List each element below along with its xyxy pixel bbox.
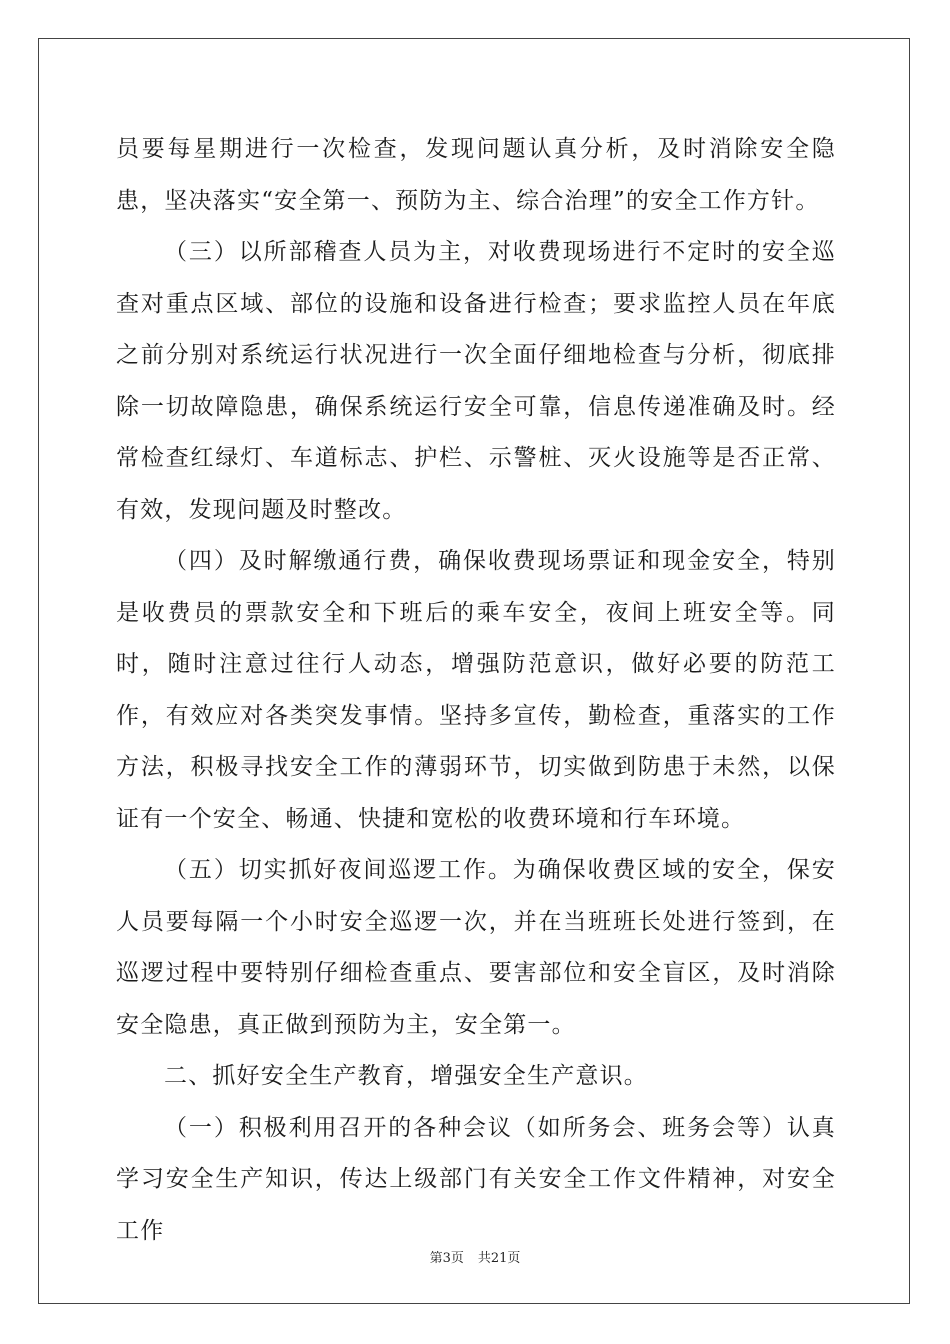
paragraph-item-5: （五）切实抓好夜间巡逻工作。为确保收费区域的安全，保安人员要每隔一个小时安全巡逻一次，并在当班班长处进行签到，在巡逻过程中要特别仔细检查重点、要害部位和安全盲区，及时消除安全隐患，真正做到预防为主，安全第一。 [116, 857, 836, 1038]
paragraph-item-1: （一）积极利用召开的各种会议（如所务会、班务会等）认真学习安全生产知识，传达上级部门有关安全工作文件精神，对安全工作 [116, 1114, 836, 1244]
paragraph-item-4: （四）及时解缴通行费，确保收费现场票证和现金安全，特别是收费员的票款安全和下班后的乘车安全，夜间上班安全等。同时，随时注意过往行人动态，增强防范意识，做好必要的防范工作，有效应对各类突发事情。坚持多宣传，勤检查，重落实的工作方法，积极寻找安全工作的薄弱环节，切实做到防患于未然，以保证有一个安全、畅通、快捷和宽松的收费环境和行车环境。 [116, 548, 836, 832]
document-body [116, 124, 836, 1257]
paragraph-item-3: （三）以所部稽查人员为主，对收费现场进行不定时的安全巡查对重点区域、部位的设施和设备进行检查；要求监控人员在年底之前分别对系统运行状况进行一次全面仔细地检查与分析，彻底排除一切故障隐患，确保系统运行安全可靠，信息传递准确及时。经常检查红绿灯、车道标志、护栏、示警桩、灭火设施等是否正常、有效，发现问题及时整改。 [116, 239, 836, 523]
paragraph-continuation: 员要每星期进行一次检查，发现问题认真分析，及时消除安全隐患，坚决落实“安全第一、预防为主、综合治理”的安全工作方针。 [116, 136, 836, 214]
page-number-current: 第3页 [429, 1251, 464, 1266]
section-heading-2: 二、抓好安全生产教育，增强安全生产意识。 [164, 1063, 648, 1089]
page-number-total: 共21页 [477, 1251, 521, 1266]
page-footer [0, 1247, 950, 1266]
